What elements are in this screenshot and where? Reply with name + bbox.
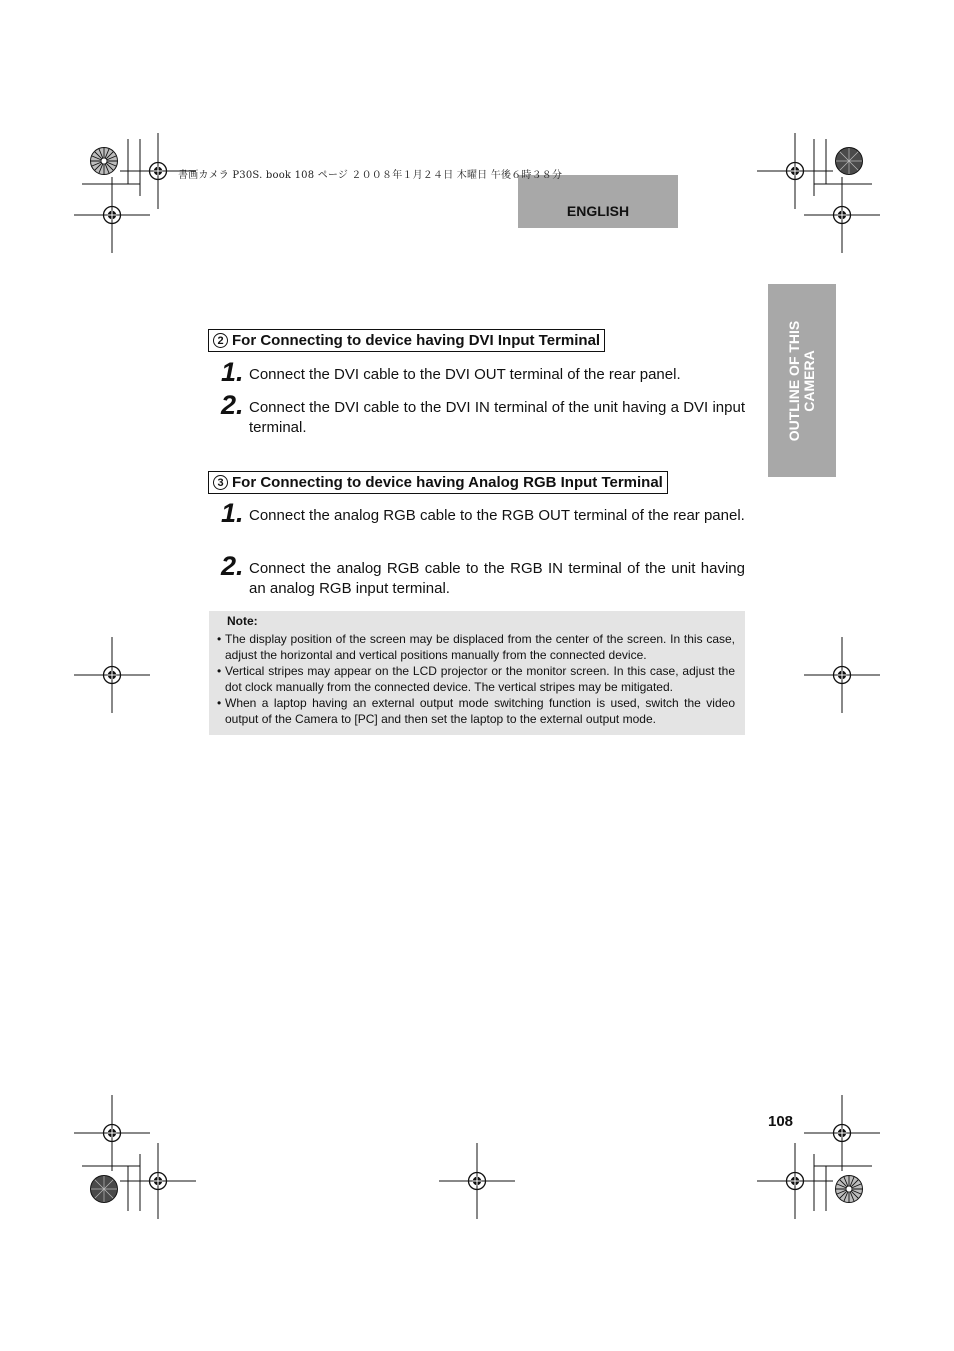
crop-corner-top-left (74, 133, 196, 253)
crop-corner-top-right (757, 133, 880, 253)
chapter-side-tab-label (787, 320, 817, 441)
step-text: Connect the analog RGB cable to the RGB OUT terminal of the rear panel. (249, 507, 745, 524)
crop-mark-middle-left (74, 637, 150, 713)
crop-mark-middle-right (804, 637, 880, 713)
section-heading-dvi (208, 329, 605, 352)
note-box (209, 611, 745, 735)
section-heading-text: For Connecting to device having Analog RGB Input Terminal (232, 474, 663, 491)
step-text: Connect the DVI cable to the DVI OUT terminal of the rear panel. (249, 366, 681, 383)
note-item: • When a laptop having an external output mode switching function is used, switch the video output of the Camera to [PC] and then set the laptop to the external output mode. (217, 695, 735, 727)
side-tab-line-2: CAMERA (801, 349, 817, 412)
page-number: 108 (768, 1113, 794, 1130)
chapter-side-tab (768, 284, 836, 477)
side-tab-line-1: OUTLINE OF THIS (786, 320, 802, 441)
section-number-marker: 2 (213, 333, 228, 348)
step-text: Connect the analog RGB cable to the RGB IN terminal of the unit having an analog RGB input terminal. (249, 560, 745, 597)
step-number: 1. (221, 357, 244, 387)
note-item: • Vertical stripes may appear on the LCD projector or the monitor screen. In this case, adjust the dot clock manually from the connected device. The vertical stripes may be mitigated. (217, 663, 735, 695)
step-number: 1. (221, 498, 244, 528)
note-list (217, 631, 735, 727)
section-heading-text: For Connecting to device having DVI Input Terminal (232, 332, 601, 349)
section-heading-analog-rgb (208, 471, 668, 494)
step-text: Connect the DVI cable to the DVI IN terminal of the unit having a DVI input terminal. (249, 399, 745, 436)
step-number: 2. (221, 390, 244, 420)
step-number: 2. (221, 551, 244, 581)
language-tab (518, 175, 678, 228)
note-title: Note: (227, 614, 258, 628)
section-number-marker: 3 (213, 475, 228, 490)
print-header-info: 書画カメラ P30S. book 108 ページ ２００８年１月２４日 木曜日 午後６時３８分 (178, 170, 563, 181)
note-item: • The display position of the screen may be displaced from the center of the screen. In this case, adjust the horizontal and vertical positions manually from the connected device. (217, 631, 735, 663)
crop-mark-bottom-center (439, 1143, 515, 1219)
language-tab-label: ENGLISH (566, 203, 630, 219)
crop-corner-bottom-left (74, 1095, 196, 1219)
